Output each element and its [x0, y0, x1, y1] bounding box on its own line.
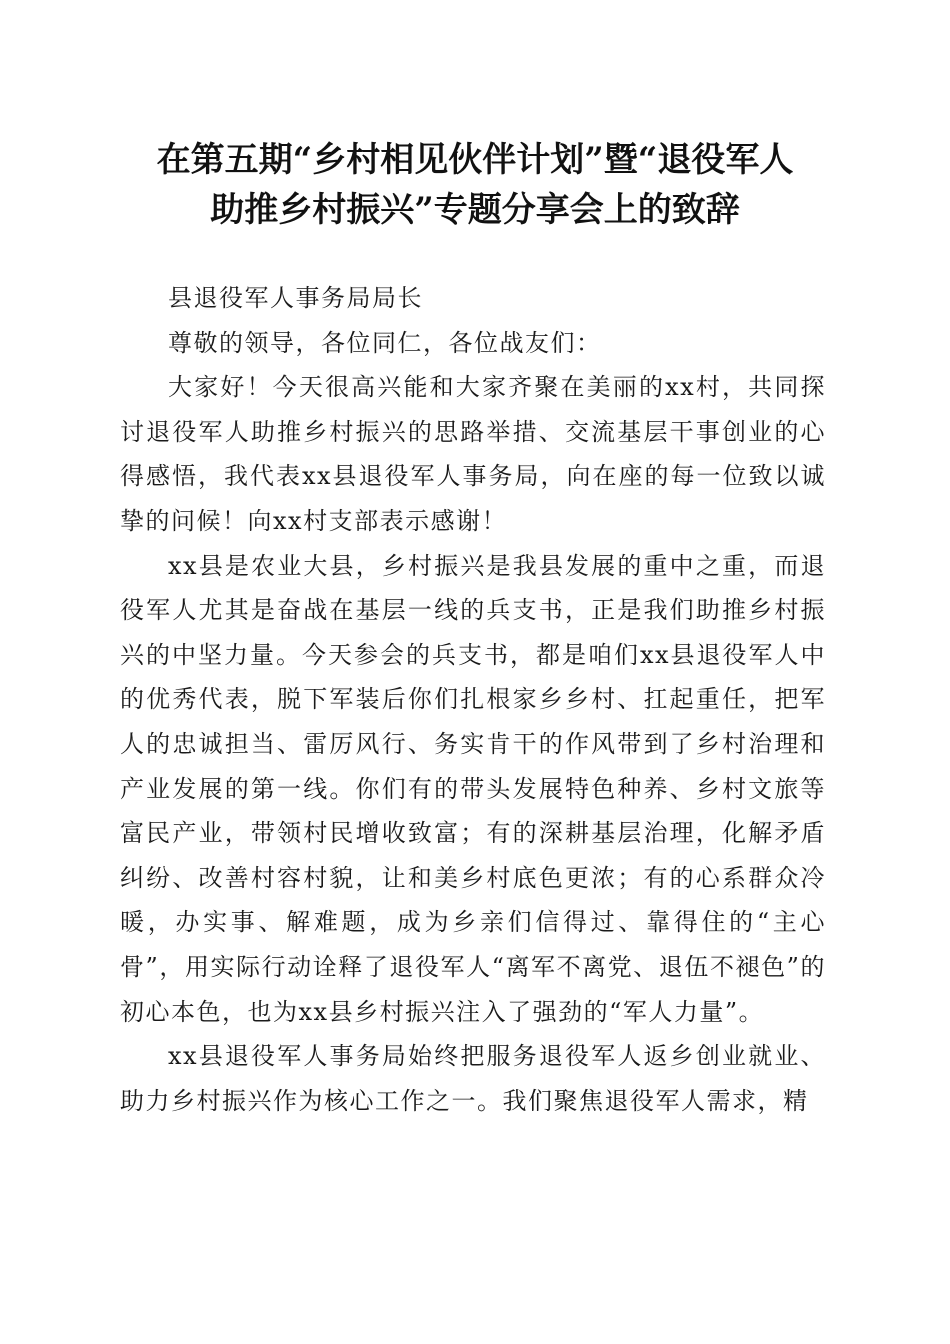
title-line-2: 助推乡村振兴”专题分享会上的致辞: [210, 190, 740, 230]
paragraph: xx县退役军人事务局始终把服务退役军人返乡创业就业、助力乡村振兴作为核心工作之一。我们聚焦退役军人需求，精: [120, 1042, 826, 1115]
document-title: [100, 135, 850, 235]
title-line-1: 在第五期“乡村相见伙伴计划”暨“退役军人: [156, 140, 794, 180]
document-body: [120, 276, 826, 1123]
salutation: 尊敬的领导，各位同仁，各位战友们：: [168, 328, 602, 357]
author-line: 县退役军人事务局局长: [168, 284, 423, 312]
paragraph: xx县是农业大县，乡村振兴是我县发展的重中之重，而退役军人尤其是奋战在基层一线的兵支书，正是我们助推乡村振兴的中坚力量。今天参会的兵支书，都是咱们xx县退役军人中的优秀代表，脱下军装后你们扎根家乡乡村、扛起重任，把军人的忠诚担当、雷厉风行、务实肯干的作风带到了乡村治理和产业发展的第一线。你们有的带头发展特色种养、乡村文旅等富民产业，带领村民增收致富；有的深耕基层治理，化解矛盾纠纷、改善村容村貌，让和美乡村底色更浓；有的心系群众冷暖，办实事、解难题，成为乡亲们信得过、靠得住的“主心骨”，用实际行动诠释了退役军人“离军不离党、退伍不褪色”的初心本色，也为xx县乡村振兴注入了强劲的“军人力量”。: [120, 551, 826, 1026]
paragraph: 大家好！今天很高兴能和大家齐聚在美丽的xx村，共同探讨退役军人助推乡村振兴的思路举措、交流基层干事创业的心得感悟，我代表xx县退役军人事务局，向在座的每一位致以诚挚的问候！向xx村支部表示感谢！: [120, 373, 826, 535]
